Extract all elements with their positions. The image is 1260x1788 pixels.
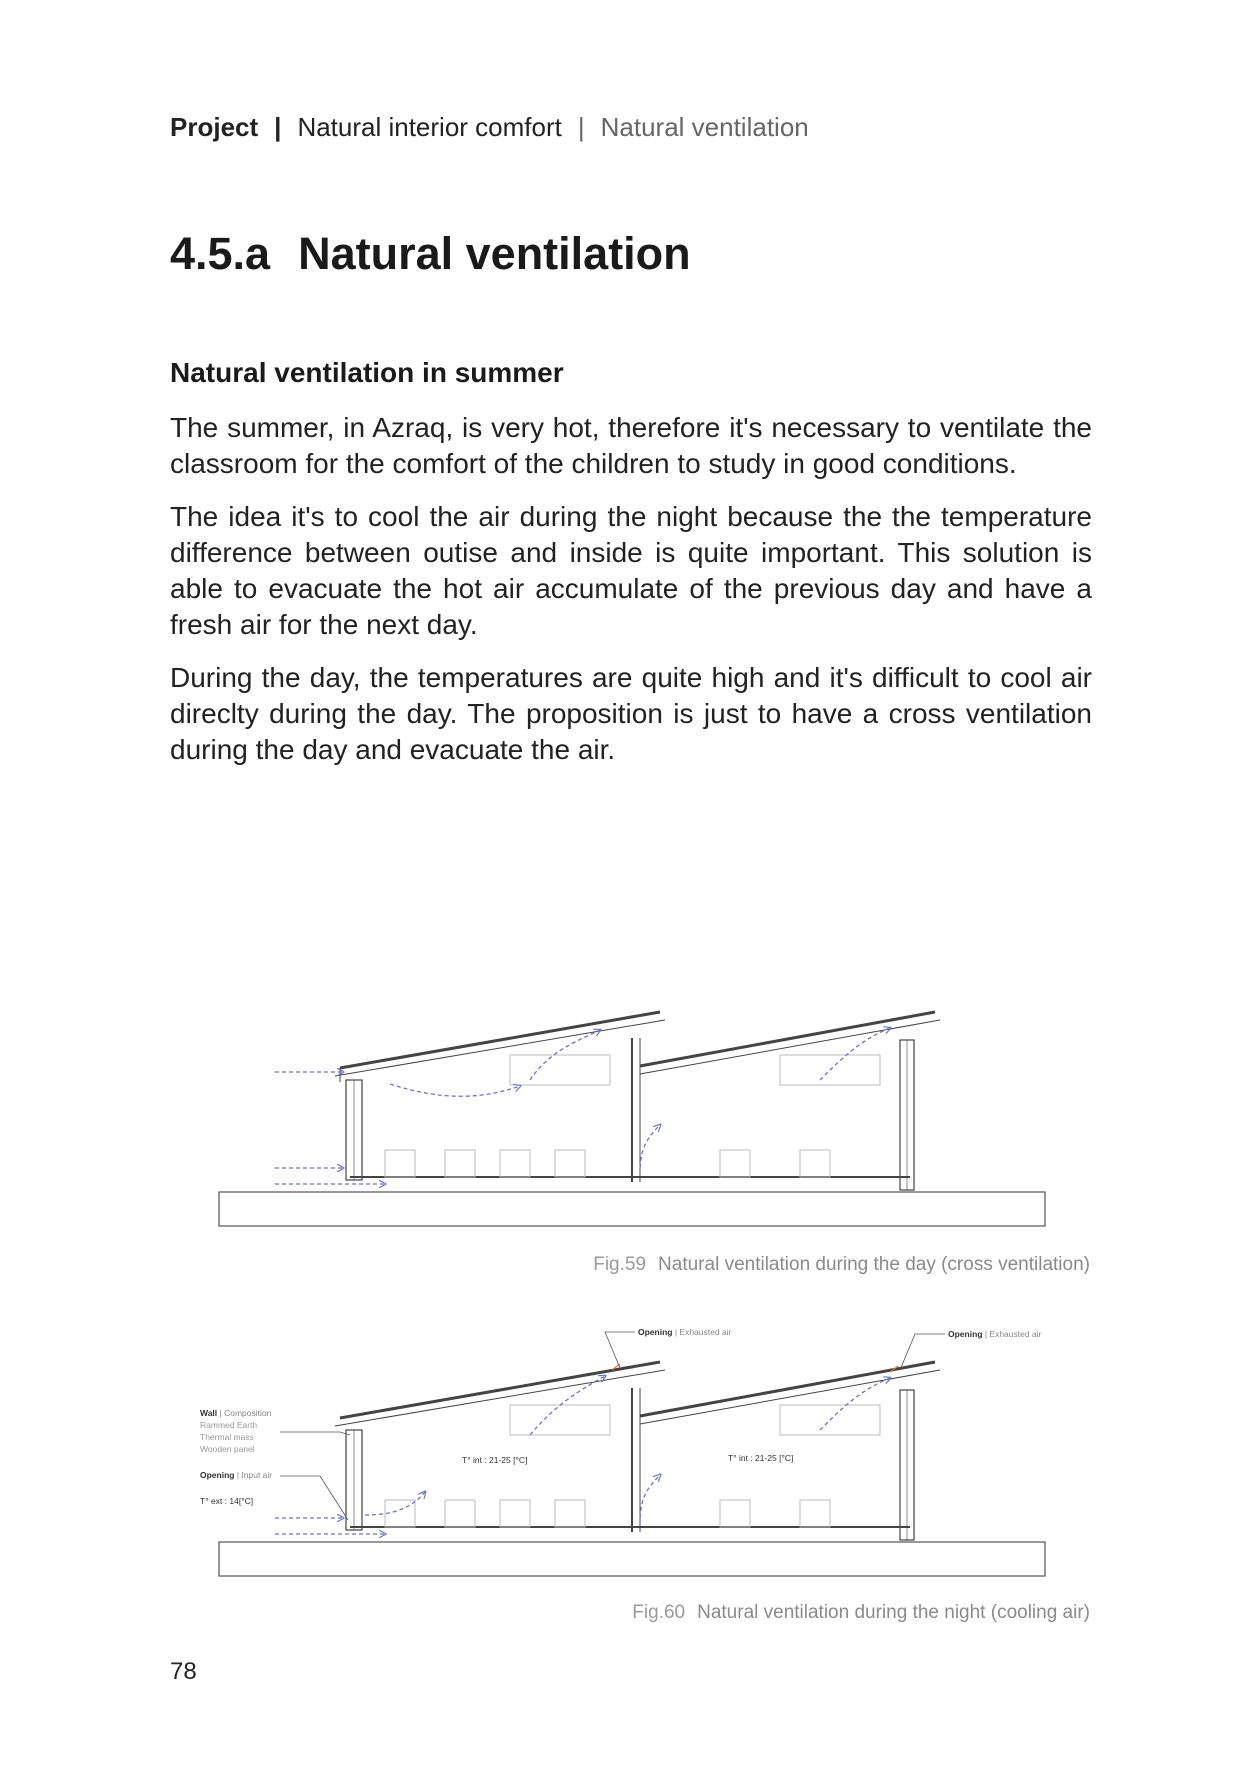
label-opening-exhaust-2: Opening | Exhausted air [948,1329,1042,1339]
figure-60-caption-text: Natural ventilation during the night (cooling air) [697,1602,1090,1623]
wall-right [900,1040,914,1190]
label-rammed-earth: Rammed Earth [200,1420,258,1430]
section-number: 4.5.a [170,228,271,279]
subsection-title: Natural ventilation in summer [170,357,564,388]
figure-60-section-drawing [200,1310,1060,1580]
annotations [200,1327,1042,1506]
wall-right [900,1390,914,1540]
label-t-int-1: T° int : 21-25 [°C] [462,1455,528,1465]
ground-slab [219,1542,1045,1576]
roof-2 [640,1362,940,1424]
airflow-arrows [275,1028,890,1184]
figure-59-section-drawing [200,1000,1060,1230]
ground-slab [219,1192,1045,1226]
wall-left [346,1080,362,1180]
roof-1 [335,1362,665,1426]
figure-59-caption-text: Natural ventilation during the day (cross ventilation) [658,1254,1090,1275]
breadcrumb-natural-interior-comfort: Natural interior comfort [297,112,562,142]
label-t-int-2: T° int : 21-25 [°C] [728,1453,794,1463]
roof-2 [640,1012,940,1074]
paragraph-3: During the day, the temperatures are quite high and it's difficult to cool air direclty during the day. The proposition is just to have a cross ventilation during the day and evacuate the air. [170,662,1092,765]
label-wooden-panel: Wooden panel [200,1444,255,1454]
label-t-ext: T° ext : 14[°C] [200,1496,254,1506]
figure-60-number: Fig.60 [632,1602,686,1623]
breadcrumb-separator: | [274,112,282,142]
airflow-arrows [275,1376,890,1534]
figure-59-caption [593,1254,1090,1276]
page-number: 78 [170,1658,197,1685]
label-opening-exhaust-1: Opening | Exhausted air [638,1327,732,1337]
label-opening-input: Opening | Input air [200,1470,273,1480]
wall-left [346,1430,362,1530]
breadcrumb [170,112,809,143]
roof-1 [335,1012,665,1082]
figure-59-number: Fig.59 [593,1254,647,1275]
breadcrumb-project: Project [170,112,259,142]
wall-middle [632,1038,640,1182]
label-thermal-mass: Thermal mass [200,1432,254,1442]
leader-lines [280,1332,945,1520]
paragraph-2: The idea it's to cool the air during the night because the the temperature difference between outise and inside is quite important. This solution is able to evacuate the hot air accumulate of the previous day and have a fresh air for the next day. [170,501,1092,640]
section-title [170,228,691,280]
breadcrumb-separator-2: | [577,112,585,142]
label-wall-composition: Wall | Composition [200,1408,272,1418]
figure-60-caption [632,1602,1090,1624]
section-title-text: Natural ventilation [298,228,691,279]
paragraph-1: The summer, in Azraq, is very hot, therefore it's necessary to ventilate the classroom for the comfort of the children to study in good conditions. [170,412,1092,479]
breadcrumb-natural-ventilation: Natural ventilation [600,112,809,142]
wall-middle [632,1388,640,1532]
hot-air-arrows [612,1364,898,1372]
